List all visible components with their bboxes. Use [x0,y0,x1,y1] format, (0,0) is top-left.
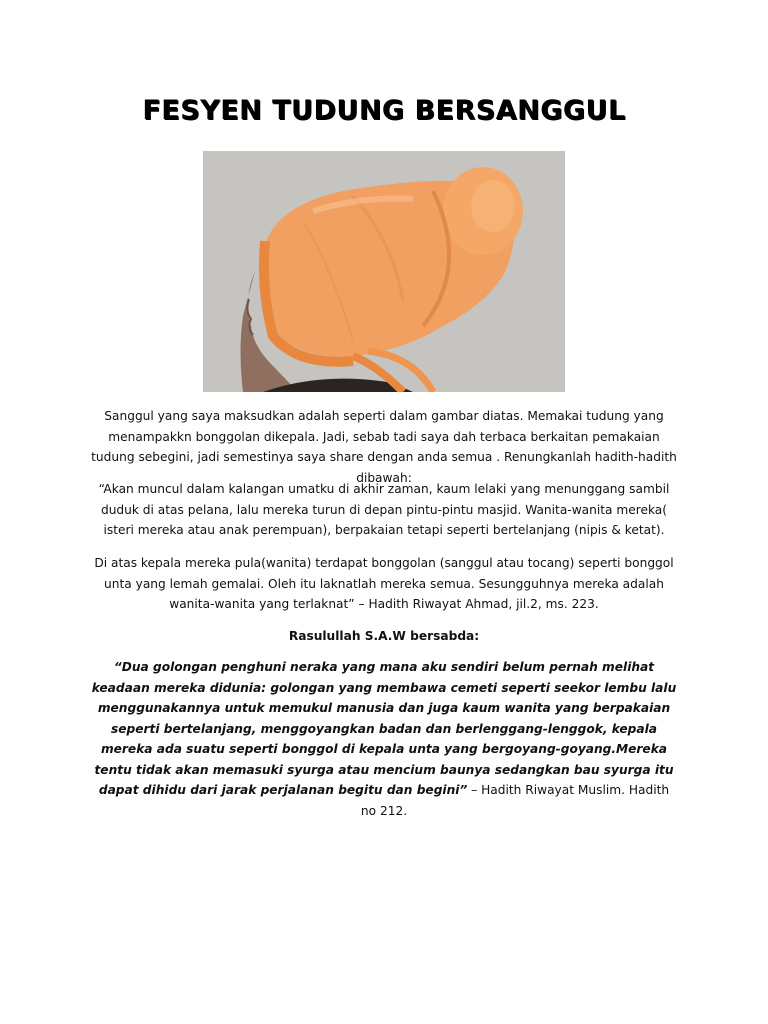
hadith-paragraph-2: Di atas kepala mereka pula(wanita) terdapat bonggolan (sanggul atau tocang) seperti bonggol unta yang lemah gemalai. Oleh itu laknatlah mereka semua. Sesungguhnya mereka adalah wanita-wanita yang terlaknat” – Hadith Riwayat Ahmad, jil.2, ms. 223. [94,556,674,611]
quote-source: – Hadith Riwayat Muslim. Hadith no 212. [360,783,670,818]
hadith-quote [90,657,678,821]
rasulullah-heading: Rasulullah S.A.W bersabda: [288,629,480,643]
quote-text: “Dua golongan penghuni neraka yang mana aku sendiri belum pernah melihat keadaan mereka didunia: golongan yang membawa cemeti seperti seekor lembu lalu menggunakannya untuk memukul manusia dan juga kaum wanita yang berpakaian seperti bertelanjang, menggoyangkan badan dan berlenggang-lenggok, kepala mereka ada suatu seperti bonggol di kepala unta yang bergoyang-goyang.Mereka tentu tidak akan memasuki syurga atau mencium baunya sedangkan bau syurga itu dapat dihidu dari jarak perjalanan begitu dan begini” [91,660,677,797]
hadith-paragraph-1: “Akan muncul dalam kalangan umatku di akhir zaman, kaum lelaki yang menunggang sambil duduk di atas pelana, lalu mereka turun di depan pintu-pintu masjid. Wanita-wanita mereka( isteri mereka atau anak perempuan), berpakaian tetapi seperti bertelanjang (nipis & ketat). [98,482,670,537]
intro-paragraph: Sanggul yang saya maksudkan adalah seperti dalam gambar diatas. Memakai tudung yang menampakkn bonggolan dikepala. Jadi, sebab tadi saya dah terbaca berkaitan pemakaian tudung sebegini, jadi semestinya saya share dengan anda semua . Renungkanlah hadith-hadith dibawah: [91,409,677,485]
headscarf-photo [203,151,565,392]
page-title: FESYEN TUDUNG BERSANGGUL [142,95,626,126]
